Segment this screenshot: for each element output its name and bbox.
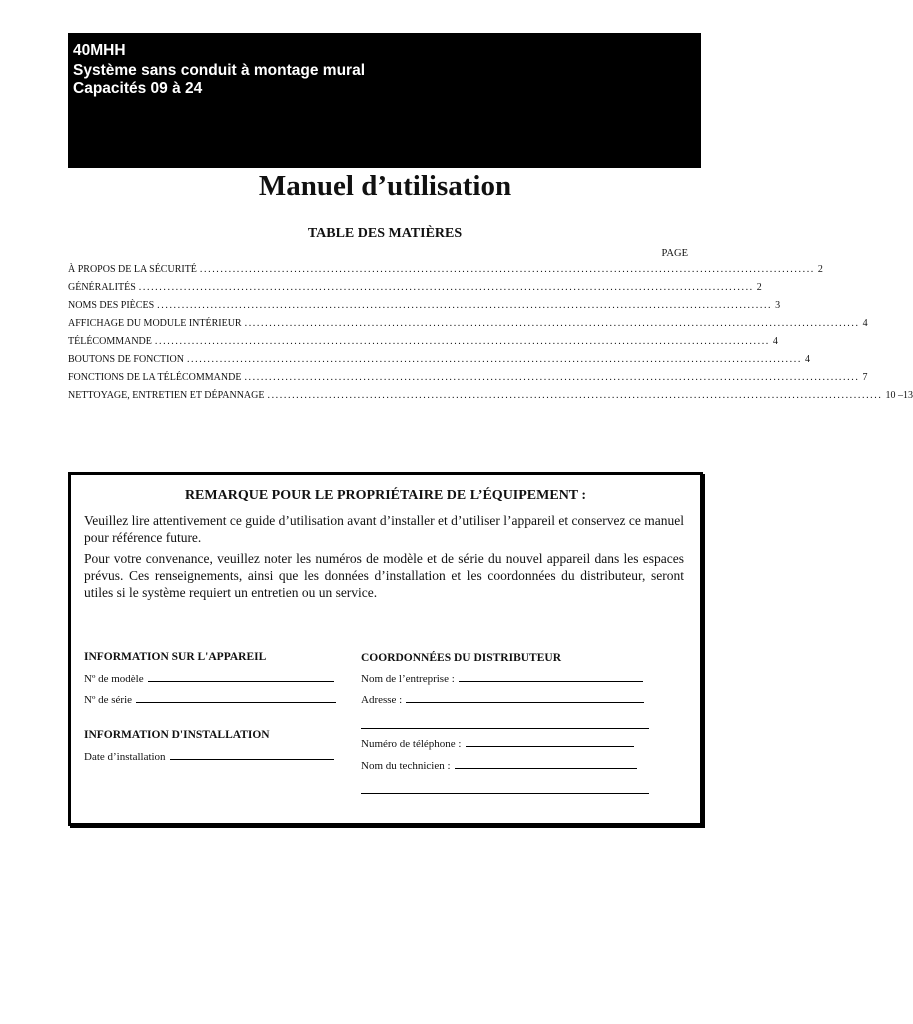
technician-blank <box>455 767 637 769</box>
toc-entry[interactable] <box>68 354 810 372</box>
extra-blank-line[interactable] <box>361 793 649 794</box>
technician-field[interactable] <box>361 760 637 772</box>
install-date-field[interactable] <box>84 751 334 763</box>
company-name-blank <box>459 680 643 682</box>
address-blank <box>406 701 644 703</box>
phone-field[interactable] <box>361 738 634 750</box>
company-name-field[interactable] <box>361 673 643 685</box>
toc-entry[interactable] <box>68 300 781 318</box>
address-field[interactable] <box>361 694 644 706</box>
model-number-label: Nº de modèle <box>84 673 144 685</box>
toc-entry-label: GÉNÉRALITÉS <box>68 282 136 293</box>
device-info-heading: INFORMATION SUR L'APPAREIL <box>84 651 267 663</box>
toc-entry-label: TÉLÉCOMMANDE <box>68 336 152 347</box>
notice-title: REMARQUE POUR LE PROPRIÉTAIRE DE L’ÉQUIPEMENT : <box>184 488 587 503</box>
toc-entry-label: NETTOYAGE, ENTRETIEN ET DÉPANNAGE <box>68 390 265 401</box>
toc-entry[interactable] <box>68 282 762 300</box>
install-date-blank <box>170 758 334 760</box>
model-number-blank <box>148 680 334 682</box>
model-number-field[interactable] <box>84 673 334 685</box>
toc-entry[interactable] <box>68 264 823 282</box>
toc-leader-dots: ...................................................................................................................................................... <box>186 354 802 365</box>
notice-paragraph-1: Veuillez lire attentivement ce guide d’utilisation avant d’installer et d’utiliser l’appareil et conservez ce manuel pour référence future. <box>84 513 684 545</box>
toc-entry-page: 10 –13 <box>885 390 913 401</box>
toc-entry-page: 3 <box>775 300 781 311</box>
toc-entry-page: 2 <box>756 282 762 293</box>
table-of-contents <box>68 264 913 408</box>
toc-page-header: PAGE <box>661 248 688 259</box>
toc-leader-dots: ...................................................................................................................................................... <box>199 264 815 275</box>
company-name-label: Nom de l’entreprise : <box>361 673 455 685</box>
install-date-label: Date d’installation <box>84 751 166 763</box>
toc-leader-dots: ...................................................................................................................................................... <box>154 336 770 347</box>
technician-label: Nom du technicien : <box>361 760 451 772</box>
owner-notice-box <box>68 472 703 826</box>
header-banner <box>68 33 701 168</box>
notice-paragraph-2: Pour votre convenance, veuillez noter les numéros de modèle et de série du nouvel appareil dans les espaces prévus. Ces renseignements, ainsi que les données d’installation et les coordonnées du distributeur, seront utiles si le système requiert un entretien ou un service. <box>84 551 684 600</box>
toc-entry[interactable] <box>68 372 868 390</box>
toc-entry-label: À PROPOS DE LA SÉCURITÉ <box>68 264 197 275</box>
toc-entry-page: 4 <box>804 354 810 365</box>
toc-entry-label: BOUTONS DE FONCTION <box>68 354 184 365</box>
toc-leader-dots: ...................................................................................................................................................... <box>157 300 773 311</box>
toc-leader-dots: ...................................................................................................................................................... <box>244 372 860 383</box>
toc-entry-page: 7 <box>862 372 868 383</box>
toc-entry[interactable] <box>68 390 913 408</box>
toc-entry-label: NOMS DES PIÈCES <box>68 300 155 311</box>
toc-entry-label: FONCTIONS DE LA TÉLÉCOMMANDE <box>68 372 242 383</box>
toc-title: TABLE DES MATIÈRES <box>307 226 463 241</box>
phone-blank <box>466 745 634 747</box>
address-line-2[interactable] <box>361 728 649 729</box>
dealer-info-heading: COORDONNÉES DU DISTRIBUTEUR <box>361 652 562 664</box>
serial-number-blank <box>136 701 336 703</box>
toc-leader-dots: ...................................................................................................................................................... <box>138 282 754 293</box>
toc-entry-page: 4 <box>862 318 868 329</box>
model-number: 40MHH <box>73 42 126 59</box>
toc-entry[interactable] <box>68 318 868 336</box>
toc-leader-dots: ...................................................................................................................................................... <box>244 318 860 329</box>
product-description: Système sans conduit à montage mural <box>73 62 366 79</box>
toc-entry-label: AFFICHAGE DU MODULE INTÉRIEUR <box>68 318 242 329</box>
phone-label: Numéro de téléphone : <box>361 738 462 750</box>
toc-entry-page: 2 <box>817 264 823 275</box>
toc-entry[interactable] <box>68 336 778 354</box>
serial-number-label: Nº de série <box>84 694 133 706</box>
install-info-heading: INFORMATION D'INSTALLATION <box>84 729 270 741</box>
toc-entry-page: 4 <box>772 336 778 347</box>
document-title: Manuel d’utilisation <box>258 170 512 202</box>
toc-leader-dots: ...................................................................................................................................................... <box>267 390 883 401</box>
capacity-range: Capacités 09 à 24 <box>73 80 203 97</box>
serial-number-field[interactable] <box>84 694 336 706</box>
address-label: Adresse : <box>361 694 403 706</box>
